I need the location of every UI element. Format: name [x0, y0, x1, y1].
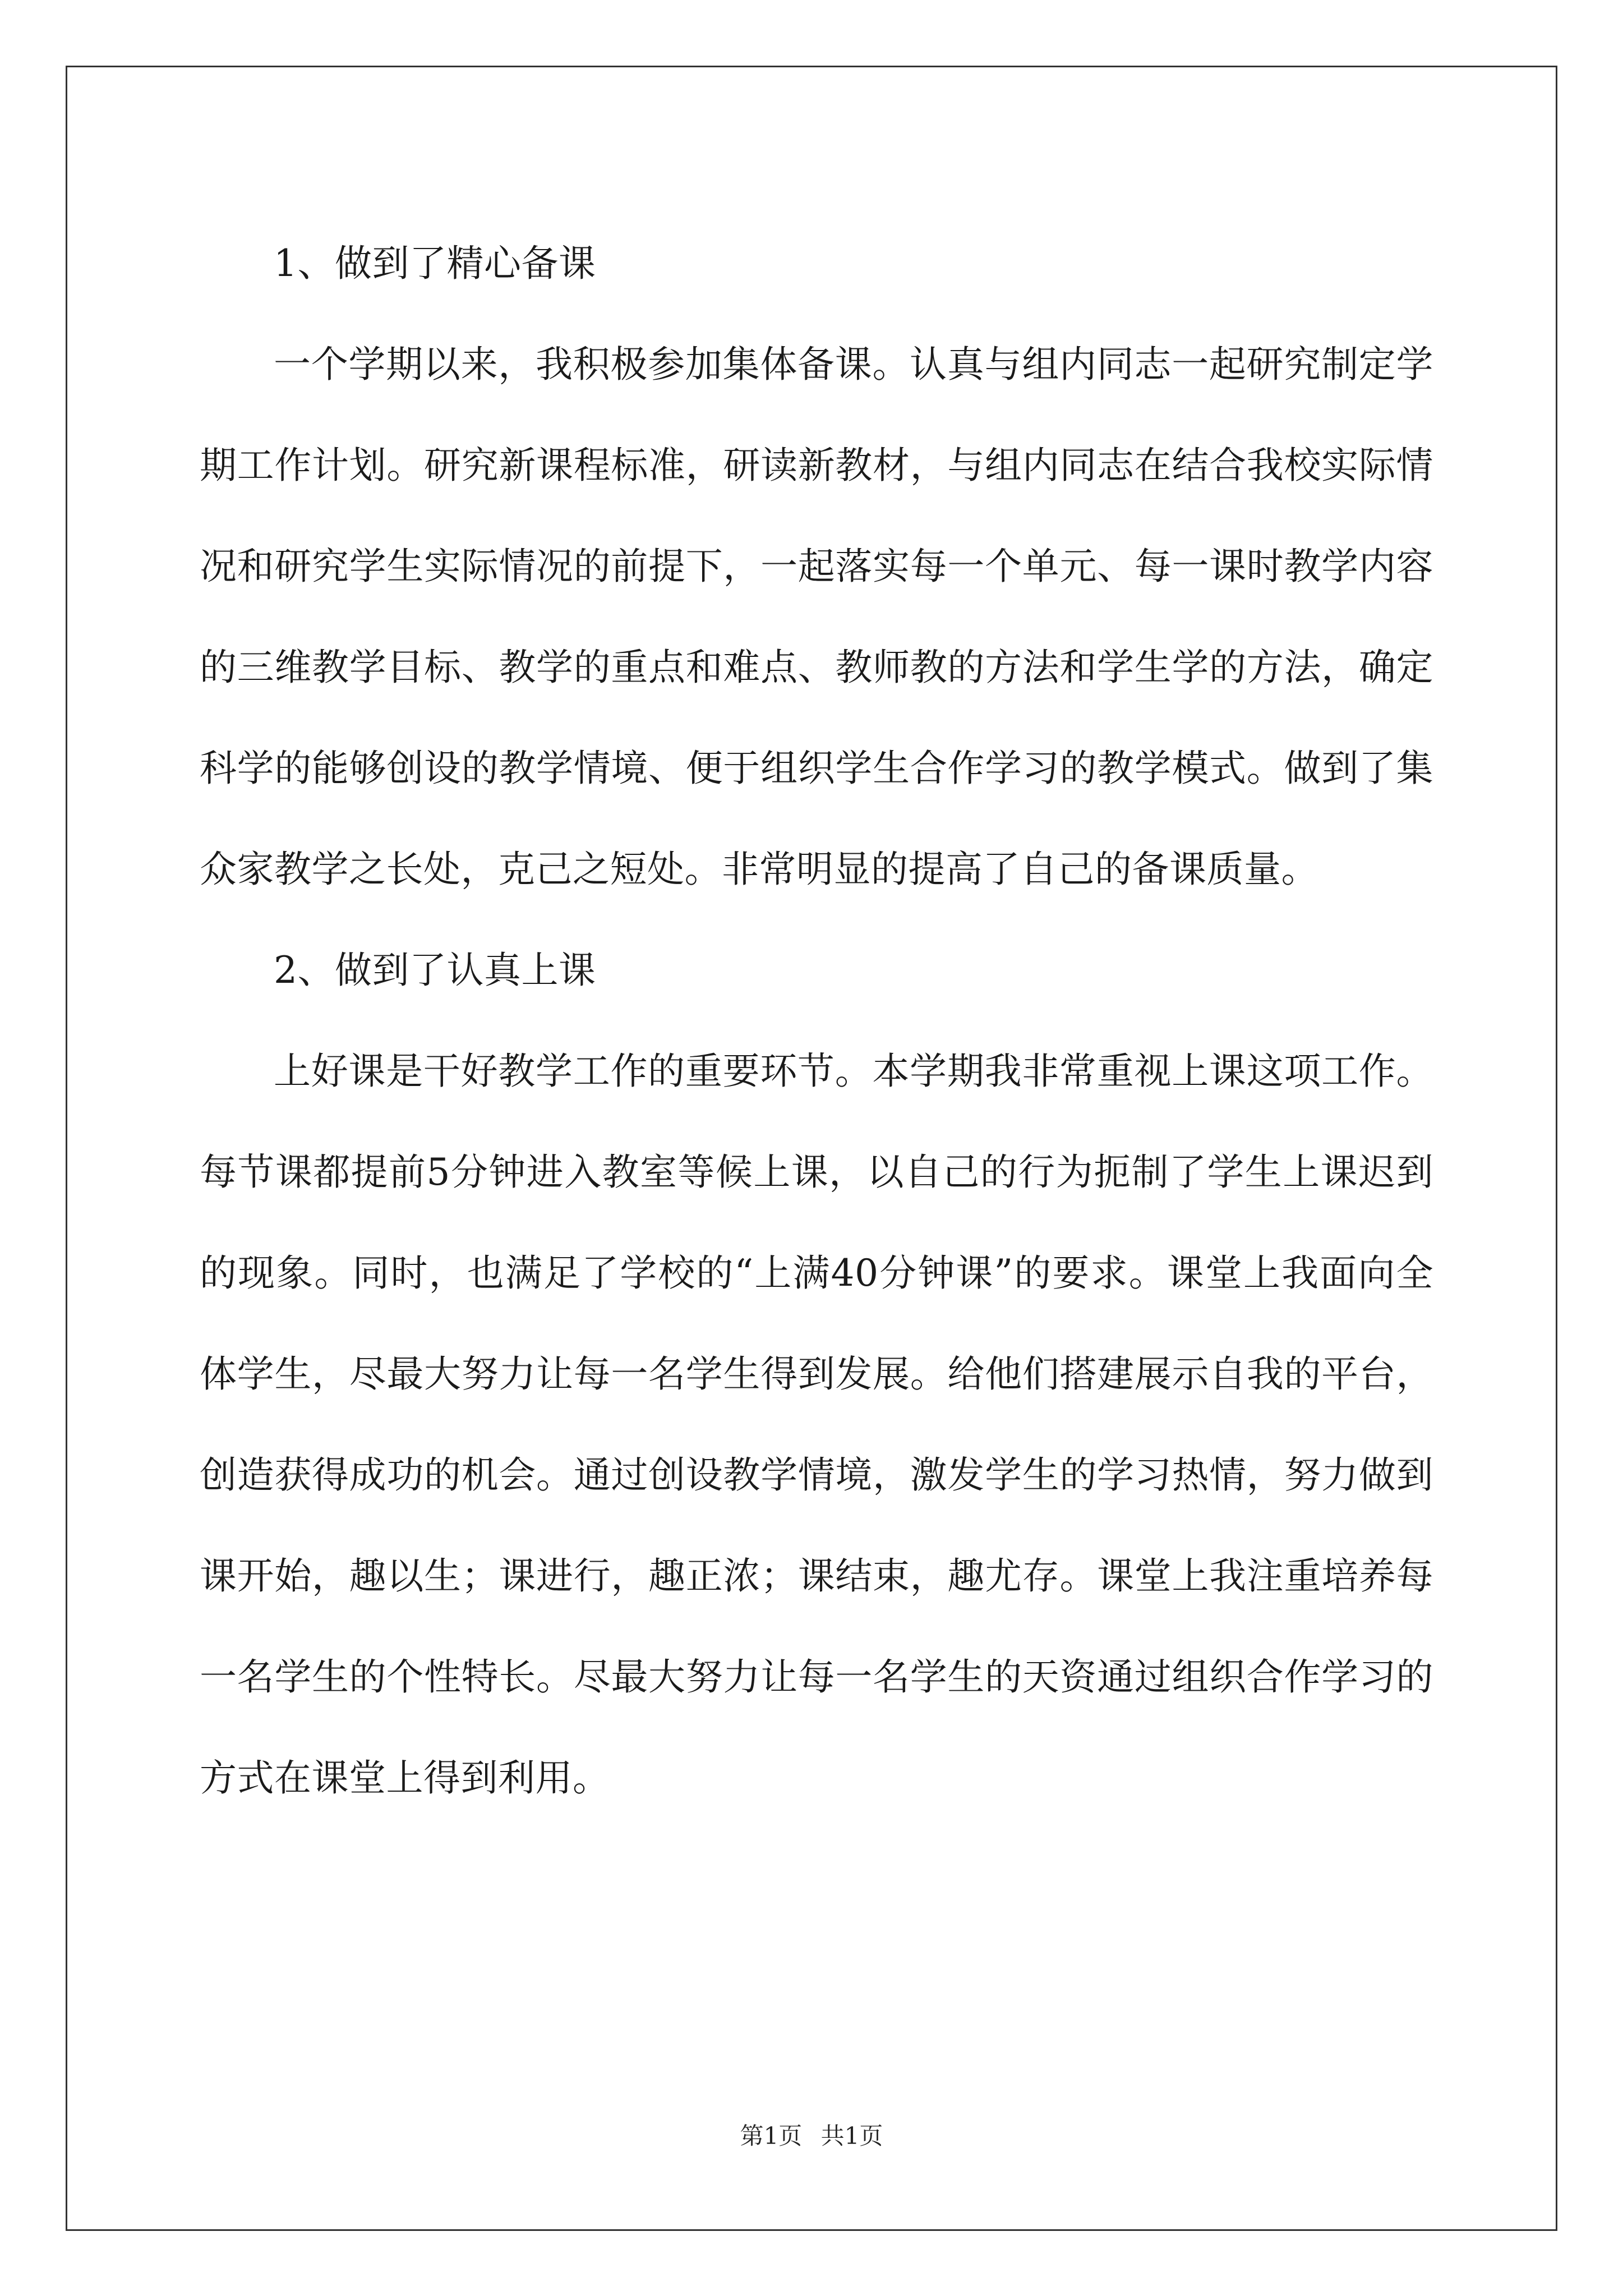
- document-body: [200, 213, 1433, 1829]
- page-footer: [0, 2118, 1623, 2151]
- page-total: 共1页: [820, 2122, 883, 2150]
- page-number: 第1页: [740, 2122, 803, 2150]
- section-heading-2: 2、做到了认真上课: [274, 949, 596, 992]
- section-heading-1: 1、做到了精心备课: [274, 242, 596, 285]
- paragraph-1: 一个学期以来，我积极参加集体备课。认真与组内同志一起研究制定学期工作计划。研究新课程标准，研读新教材，与组内同志在结合我校实际情况和研究学生实际情况的前提下，一起落实每一个单元、每一课时教学内容的三维教学目标、教学的重点和难点、教师教的方法和学生学的方法，确定科学的能够创设的教学情境、便于组织学生合作学习的教学模式。做到了集众家教学之长处，克己之短处。非常明显的提高了自己的备课质量。: [200, 343, 1433, 891]
- paragraph-2: 上好课是干好教学工作的重要环节。本学期我非常重视上课这项工作。每节课都提前5分钟进入教室等候上课，以自己的行为扼制了学生上课迟到的现象。同时，也满足了学校的“上满40分钟课”的要求。课堂上我面向全体学生，尽最大努力让每一名学生得到发展。给他们搭建展示自我的平台，创造获得成功的机会。通过创设教学情境，激发学生的学习热情，努力做到课开始，趣以生；课进行，趣正浓；课结束，趣尤存。课堂上我注重培养每一名学生的个性特长。尽最大努力让每一名学生的天资通过组织合作学习的方式在课堂上得到利用。: [200, 1050, 1433, 1800]
